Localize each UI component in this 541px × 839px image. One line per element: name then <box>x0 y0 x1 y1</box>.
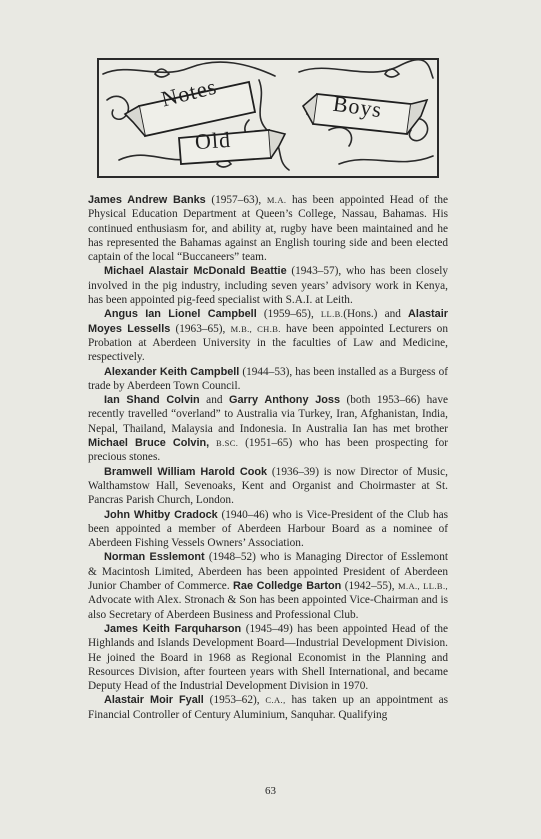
entry-text: (1953–62), <box>203 694 266 707</box>
entry-text: (1945–49) has been appointed Head of the Highlands and Islands Development Board—Industrial Development Division. He joined the Board in 1968 as Regional Economist in the Planning and Resources Division, after fourteen years with Shell International, and became Deputy Head of the Industrial Development Division in 1970. <box>88 622 448 693</box>
entry-farquharson <box>88 622 448 693</box>
entry-text: and <box>199 394 229 407</box>
entry-text: (Hons.) and <box>343 308 409 321</box>
entry-text: (1959–65), <box>256 308 321 321</box>
entry-campbell-keith <box>88 365 448 394</box>
entry-text: (both 1953–66) have recently travelled “overland” to Australia via Turkey, Iran, Afghanistan, India, Nepal, Thailand, Malaysia and Indonesia. In Australia Ian has met brother <box>88 394 448 435</box>
entry-text: Advocate with Alex. Stronach & Son has been appointed Vice-Chairman and is also Secretary of Aberdeen Business and Professional Club. <box>88 594 448 621</box>
entry-text <box>209 437 216 449</box>
entry-text: (1940–46) who is Vice-President of the Club has been appointed a member of Aberdeen Harbour Board as a nominee of Aberdeen Fishing Vessels Owners’ Association. <box>88 508 449 550</box>
degree: B.SC. <box>216 438 239 449</box>
entry-text: (1943–57), who has been closely involved in the pig industry, including seven years’ advisory work in Kenya, has been appointed pig-feed specialist with S.A.I. at Leith. <box>88 265 448 307</box>
degree: M.A. <box>266 195 287 205</box>
banner-word-old: Old <box>194 126 232 155</box>
entry-text: (1957–63), <box>205 194 267 206</box>
entry-cook <box>88 465 448 508</box>
person-name: James Andrew Banks <box>88 194 206 206</box>
entry-text: (1936–39) is now Director of Music, Walthamstow Hall, Sevenoaks, Kent and Organist and Choirmaster at St. Pancras Parish Church, London. <box>88 465 448 507</box>
entry-banks <box>88 193 448 264</box>
page-number: 63 <box>265 785 276 797</box>
entry-campbell-lessells <box>88 307 448 364</box>
entry-beattie <box>88 264 448 307</box>
entry-text: has been appointed Head of the Physical Education Department at Queen’s College, Nassau, Bahamas. His continued enthusiasm for, and ability at, rugby have been maintained and he has represented the Bahamas against an English touring side and been elected captain of the local “Buccaneers” team. <box>88 194 448 264</box>
person-name: Alastair Moyes Lessells <box>88 308 448 335</box>
degree: M.B., CH.B. <box>230 323 281 334</box>
person-name: Alastair Moir Fyall <box>104 694 204 707</box>
person-name: Alexander Keith Campbell <box>104 365 240 378</box>
entry-text: (1948–52) who is Managing Director of Esslemont & Macintosh Limited, Aberdeen has been appointed President of Aberdeen Junior Chamber of Commerce. <box>88 551 448 593</box>
person-name: Angus Ian Lionel Campbell <box>104 308 257 321</box>
ornament-illustration <box>99 60 437 176</box>
entry-esslemont-barton <box>88 550 448 621</box>
entry-fyall <box>88 693 448 722</box>
person-name: Ian Shand Colvin <box>104 394 200 407</box>
entry-text: (1942–55), <box>341 580 398 593</box>
degree: LL.B. <box>320 309 344 320</box>
banner-word-boys: Boys <box>331 90 384 123</box>
person-name: Norman Esslemont <box>104 551 205 564</box>
person-name: John Whitby Cradock <box>104 508 218 521</box>
banner-word-notes: Notes <box>158 73 220 112</box>
degree: C.A., <box>265 695 286 706</box>
entry-text: (1951–65) who has been prospecting for precious stones. <box>88 437 449 464</box>
entry-cradock <box>88 508 448 551</box>
entry-text: (1963–65), <box>170 322 231 335</box>
notes-body <box>88 193 448 722</box>
person-name: Michael Bruce Colvin, <box>88 437 210 450</box>
entry-text: has taken up an appointment as Financial Controller of Century Aluminium, Sanquhar. Qualifying <box>88 694 449 721</box>
person-name: Rae Colledge Barton <box>233 580 342 593</box>
entry-colvin-joss <box>88 393 448 464</box>
entry-text: (1944–53), has been installed as a Burgess of trade by Aberdeen Town Council. <box>88 365 448 392</box>
person-name: Garry Anthony Joss <box>229 394 341 407</box>
person-name: Bramwell William Harold Cook <box>104 465 268 478</box>
person-name: Michael Alastair McDonald Beattie <box>104 265 287 278</box>
person-name: James Keith Farquharson <box>104 622 242 635</box>
old-boys-notes-banner <box>97 58 439 178</box>
degree: M.A., LL.B., <box>398 581 448 592</box>
entry-text: have been appointed Lecturers on Probation at Aberdeen University in the faculties of Law and Medicine, respectively. <box>88 322 448 364</box>
